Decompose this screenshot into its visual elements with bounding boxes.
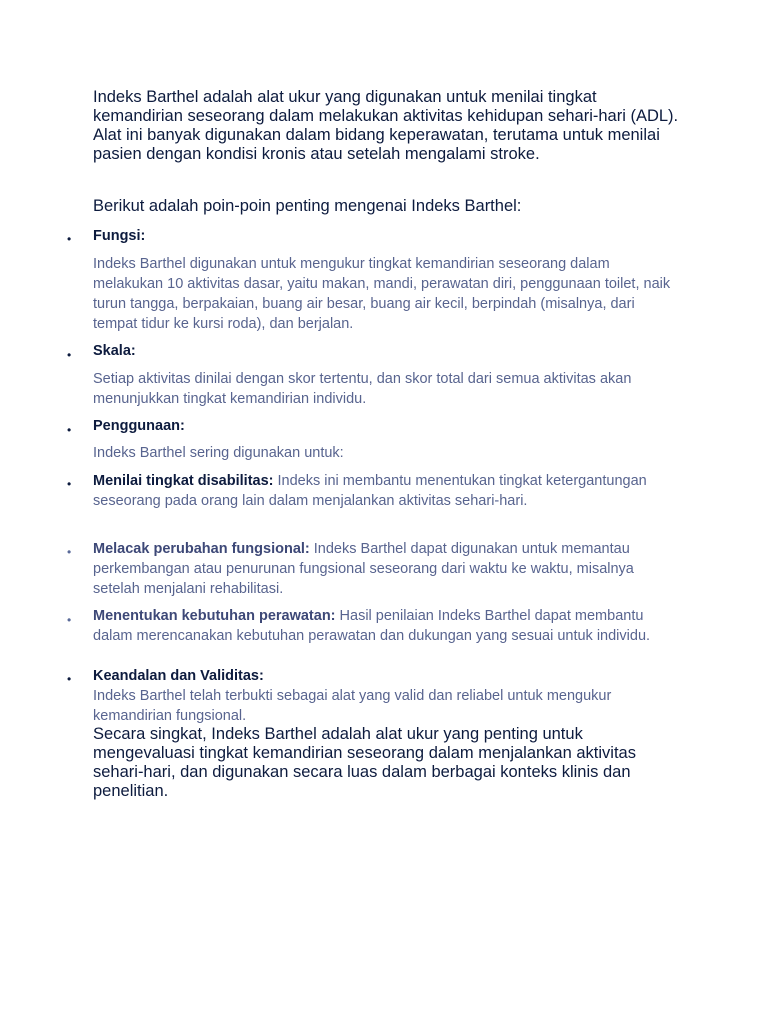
sub-item-perubahan-text: Indeks Barthel dapat digunakan untuk memantau perkembangan atau penurunan fungsional seseorang dari waktu ke waktu, misalnya setelah menjalani rehabilitasi. <box>93 541 634 597</box>
heading-keandalan: Keandalan dan Validitas: <box>93 668 264 684</box>
lead-paragraph: Berikut adalah poin-poin penting mengenai Indeks Barthel: <box>93 197 522 215</box>
sub-item-kebutuhan-text: Hasil penilaian Indeks Barthel dapat membantu dalam merencanakan kebutuhan perawatan dan dukungan yang sesuai untuk individu. <box>93 608 651 644</box>
bullet-skala: • <box>67 348 72 362</box>
sub-item-perubahan <box>93 539 673 599</box>
bullet-sub-2: • <box>67 545 72 559</box>
bullet-penggunaan: • <box>67 423 72 437</box>
text-penggunaan: Indeks Barthel sering digunakan untuk: <box>93 445 344 461</box>
sub-item-kebutuhan-label: Menentukan kebutuhan perawatan: <box>93 608 336 624</box>
intro-paragraph: Indeks Barthel adalah alat ukur yang digunakan untuk menilai tingkat kemandirian seseorang dalam melakukan aktivitas kehidupan sehari-hari (ADL). Alat ini banyak digunakan dalam bidang keperawatan, terutama untuk menilai pasien dengan kondisi kronis atau setelah mengalami stroke. <box>93 88 679 163</box>
heading-penggunaan: Penggunaan: <box>93 418 185 434</box>
bullet-sub-1: • <box>67 477 72 491</box>
sub-item-disabilitas-label: Menilai tingkat disabilitas: <box>93 473 274 489</box>
bullet-keandalan: • <box>67 672 72 686</box>
sub-item-perubahan-label: Melacak perubahan fungsional: <box>93 541 310 557</box>
heading-skala: Skala: <box>93 343 136 359</box>
sub-item-disabilitas <box>93 471 673 511</box>
bullet-fungsi: • <box>67 232 72 246</box>
sub-item-disabilitas-text: Indeks ini membantu menentukan tingkat ketergantungan seseorang pada orang lain dalam menjalankan aktivitas sehari-hari. <box>93 473 647 509</box>
text-fungsi: Indeks Barthel digunakan untuk mengukur tingkat kemandirian seseorang dalam melakukan 10 aktivitas dasar, yaitu makan, mandi, perawatan diri, penggunaan toilet, naik turun tangga, berpakaian, buang air besar, buang air kecil, berpindah (misalnya, dari tempat tidur ke kursi roda), dan berjalan. <box>93 256 671 332</box>
sub-item-kebutuhan <box>93 606 673 646</box>
text-keandalan: Indeks Barthel telah terbukti sebagai alat yang valid dan reliabel untuk mengukur kemandirian fungsional. <box>93 688 612 724</box>
heading-fungsi: Fungsi: <box>93 228 146 244</box>
conclusion-paragraph: Secara singkat, Indeks Barthel adalah alat ukur yang penting untuk mengevaluasi tingkat kemandirian seseorang dalam menjalankan aktivitas sehari-hari, dan digunakan secara luas dalam berbagai konteks klinis dan penelitian. <box>93 725 636 800</box>
bullet-sub-3: • <box>67 613 72 627</box>
text-skala: Setiap aktivitas dinilai dengan skor tertentu, dan skor total dari semua aktivitas akan menunjukkan tingkat kemandirian individu. <box>93 371 632 407</box>
